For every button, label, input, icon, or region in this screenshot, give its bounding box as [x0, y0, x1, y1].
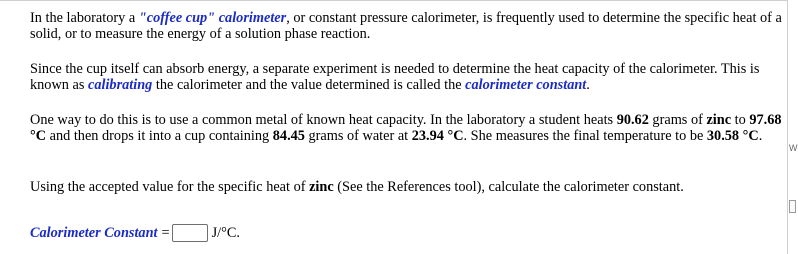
- metal-name: zinc: [309, 179, 334, 195]
- calorimeter-constant-label: Calorimeter Constant: [30, 225, 158, 241]
- metal-name: zinc: [706, 112, 732, 128]
- coffee-cup-term: "coffee cup" calorimeter: [138, 10, 287, 26]
- text: and then drops it into a cup containing: [46, 128, 273, 144]
- text: to: [731, 112, 750, 128]
- text: , or constant pressure calorimeter, is frequently used to determine the specific heat of a solid, or to measure the energy of a solution phase reaction.: [30, 10, 782, 42]
- text: . She measures the final temperature to be: [463, 128, 707, 144]
- final-temp-value: 30.58 °C: [706, 128, 759, 144]
- text: .: [758, 128, 763, 144]
- metal-temp-value: 97.68 °C: [30, 112, 782, 144]
- text: Using the accepted value for the specific heat of: [30, 179, 310, 195]
- text: grams of water at: [304, 128, 412, 144]
- calibration-paragraph: [30, 61, 788, 93]
- instruction-paragraph: [30, 179, 788, 195]
- calorimeter-constant-input[interactable]: [172, 224, 208, 242]
- text: .: [586, 77, 590, 93]
- side-panel-fragment: W: [789, 143, 798, 153]
- answer-row: [30, 222, 240, 244]
- text: In the laboratory a: [30, 10, 139, 26]
- calibrating-term: calibrating: [87, 77, 153, 93]
- equals-sign: =: [161, 225, 170, 241]
- text: (See the References tool), calculate the calorimeter constant.: [333, 179, 684, 195]
- text: Since the cup itself can absorb energy, a separate experiment is needed to determine the heat capacity of the calorimeter. This is known as: [30, 61, 760, 93]
- side-panel-box[interactable]: [789, 200, 796, 213]
- calorimeter-constant-term: calorimeter constant: [465, 77, 587, 93]
- water-mass-value: 84.45: [272, 128, 305, 144]
- metal-mass-value: 90.62: [616, 112, 649, 128]
- text: the calorimeter and the value determined is called the: [152, 77, 466, 93]
- water-temp-value: 23.94 °C: [411, 128, 464, 144]
- intro-paragraph: [30, 10, 788, 42]
- text: One way to do this is to use a common metal of known heat capacity. In the laboratory a student heats: [30, 112, 617, 128]
- text: grams of: [648, 112, 707, 128]
- experiment-paragraph: [30, 112, 788, 144]
- unit-label: J/°C.: [211, 225, 240, 241]
